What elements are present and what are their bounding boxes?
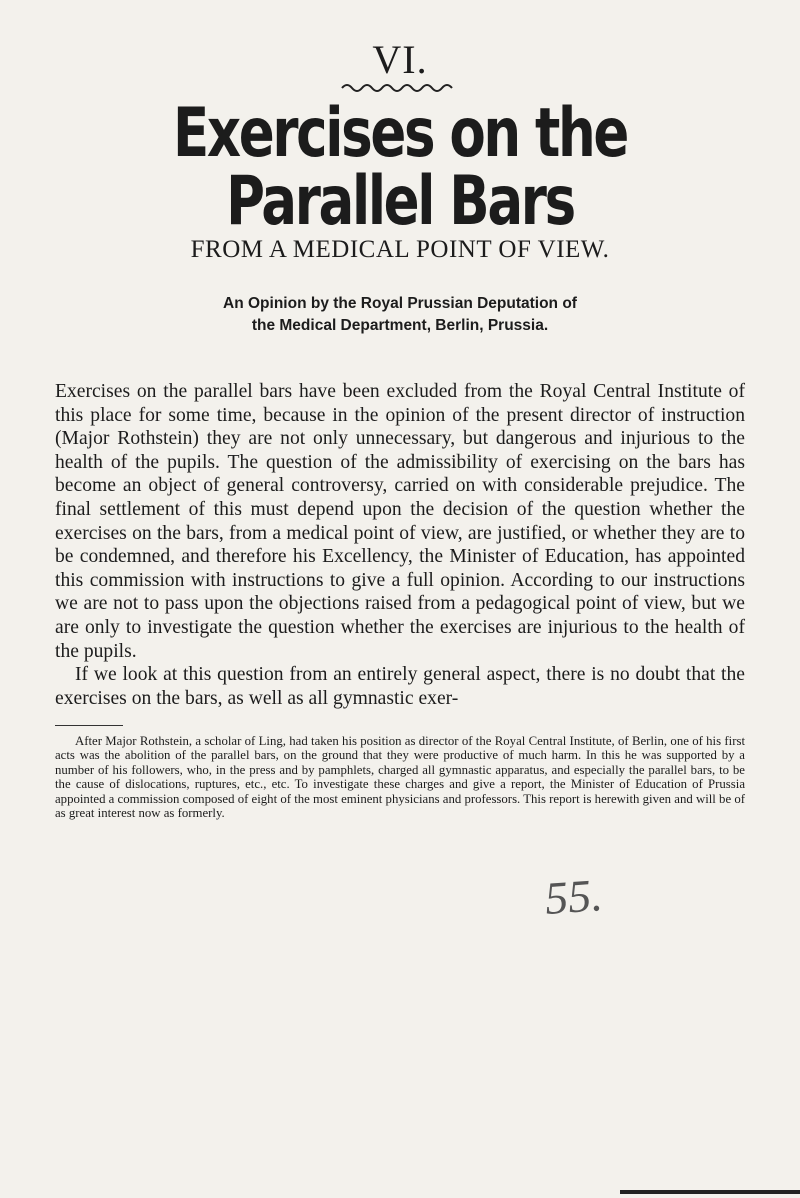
page-title: Exercises on the Parallel Bars (172, 94, 628, 241)
page-number: 55. (543, 869, 605, 924)
byline-line-1: An Opinion by the Royal Prussian Deputation of (223, 295, 577, 312)
body-paragraph-1: Exercises on the parallel bars have been excluded from the Royal Central Institute of this place for some time, because in the opinion of the present director of instruction (Major Rothstein) they are not only unnecessary, but dangerous and injurious to the health of the pupils. The question of the admissibility of exercising on the bars has become an object of general controversy, carried on with considerable prejudice. The final settlement of this must depend upon the decision of the question whether the exercises on the bars, from a medical point of view, are justified, or whether they are to be condemned, and therefore his Excellency, the Minister of Education, has appointed this commission with instructions to give a full opinion. According to our instructions we are not to pass upon the objections raised from a pedagogical point of view, but we are only to investigate the question whether the exercises are injurious to the health of the pupils. (55, 381, 745, 662)
byline (150, 293, 650, 337)
footnote (55, 734, 745, 820)
footnote-text: After Major Rothstein, a scholar of Ling, had taken his position as director of the Royal Central Institute, of Berlin, one of his first acts was the abolition of the parallel bars, on the ground that they were productive of much harm. In this he was supported by a number of his followers, who, in the press and by pamphlets, charged all gymnastic apparatus, and especially the parallel bars, to be the cause of dislocations, ruptures, etc., etc. To investigate these charges and give a report, the Minister of Education of Prussia appointed a commission composed of eight of the most eminent physicians and professors. This report is herewith given and will be of as great interest now as formerly. (55, 734, 745, 821)
decorative-wave-rule (340, 80, 458, 92)
body-text (55, 380, 745, 710)
bottom-edge-rule (620, 1190, 800, 1194)
footnote-divider (55, 725, 123, 726)
body-paragraph-2: If we look at this question from an entirely general aspect, there is no doubt that the exercises on the bars, as well as all gymnastic exer- (55, 664, 745, 709)
chapter-number: VI. (372, 37, 428, 82)
byline-line-2: the Medical Department, Berlin, Prussia. (251, 317, 549, 334)
page-subtitle: FROM A MEDICAL POINT OF VIEW. (190, 236, 610, 263)
